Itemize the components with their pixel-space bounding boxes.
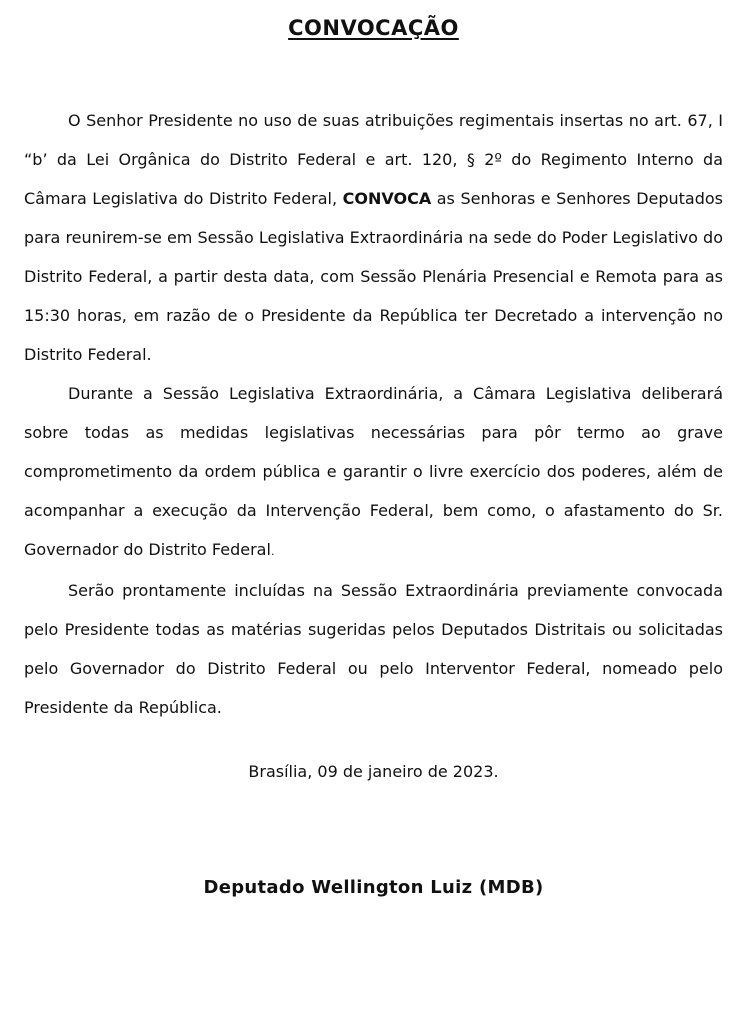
date-line: Brasília, 09 de janeiro de 2023. (248, 762, 499, 781)
paragraph-session-scope-period: . (270, 545, 275, 558)
convoca-emphasis: CONVOCA (342, 189, 432, 208)
signature-line: Deputado Wellington Luiz (MDB) (203, 877, 544, 898)
paragraph-session-scope-text: Durante a Sessão Legislativa Extraordinária, a Câmara Legislativa deliberará sobre todas as medidas legislativas necessárias para pôr termo ao grave comprometimento da ordem pública e garantir o livre exercício dos poderes, além de acompanhar a execução da Intervenção Federal, bem como, o afastamento do Sr. Governador do Distrito Federal (24, 384, 723, 559)
paragraph-convocation-intro: O Senhor Presidente no uso de suas atribuições regimentais insertas no art. 67, I “b’ da Lei Orgânica do Distrito Federal e art. 120, § 2º do Regimento Interno da Câmara Legislativa do Distrito Federal, (24, 111, 723, 208)
document-body (24, 101, 723, 727)
document-title: CONVOCAÇÃO (288, 16, 459, 40)
paragraph-convocation-rest: as Senhoras e Senhores Deputados para reunirem-se em Sessão Legislativa Extraordinária na sede do Poder Legislativo do Distrito Federal, a partir desta data, com Sessão Plenária Presencial e Remota para as 15:30 horas, em razão de o Presidente da República ter Decretado a intervenção no Distrito Federal. (24, 189, 724, 364)
paragraph-convocation (24, 101, 723, 374)
paragraph-agenda-items: Serão prontamente incluídas na Sessão Extraordinária previamente convocada pelo Presidente todas as matérias sugeridas pelos Deputados Distritais ou solicitadas pelo Governador do Distrito Federal ou pelo Interventor Federal, nomeado pelo Presidente da República. (24, 581, 723, 717)
paragraph-session-scope (24, 374, 723, 571)
